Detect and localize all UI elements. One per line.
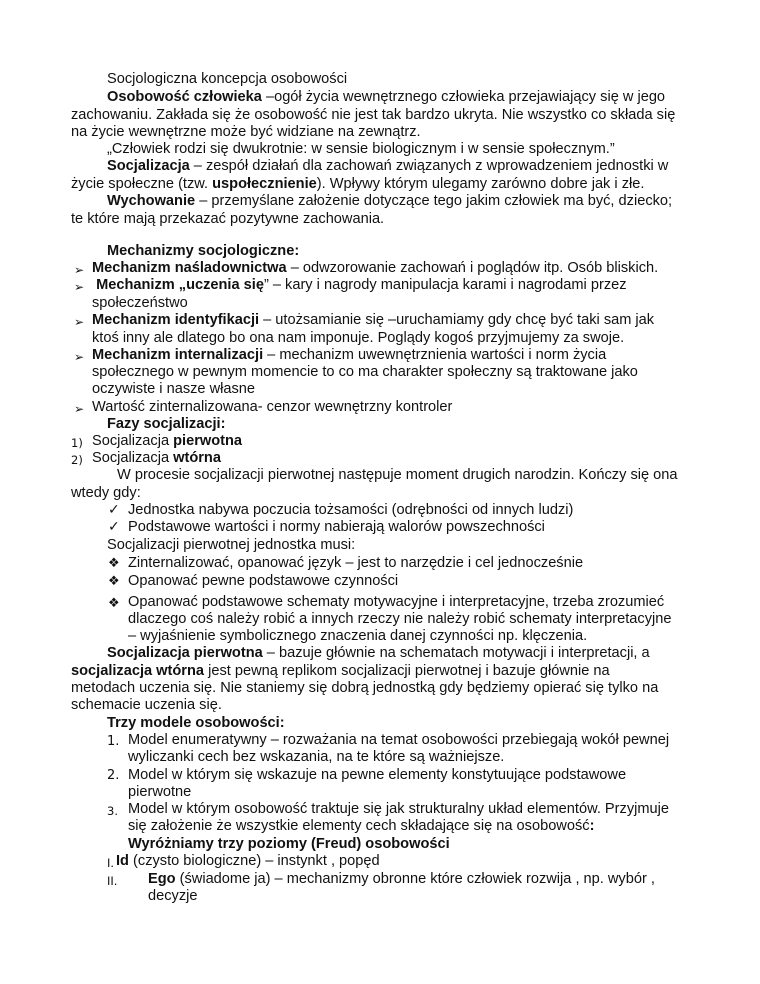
document-title: Socjologiczna koncepcja osobowości xyxy=(107,71,348,87)
check-item-1: Jednostka nabywa poczucia tożsamości (odrębności od innych ludzi) xyxy=(128,502,574,518)
paragraph-pierwotna: Socjalizacja pierwotna – bazuje głównie na schematach motywacji i interpretacji, a xyxy=(107,645,650,661)
list-item-mechanizm-3-cont: ktoś inny ale dlatego bo ona nam imponuje. Poglądy kogoś przyjmujemy za swoje. xyxy=(92,330,625,346)
diamond-item-3-cont: dlaczego coś należy robić a innych rzeczy nie należy robić schematy interpretacyjne xyxy=(128,611,672,627)
heading-mechanizmy: Mechanizmy socjologiczne: xyxy=(107,243,300,259)
paragraph-proces-line2: wtedy gdy: xyxy=(71,485,141,501)
list-number: 1) xyxy=(71,436,83,450)
list-item-model-1-cont: wyliczanki cech bez wskazania, na te które są ważniejsze. xyxy=(128,749,505,765)
list-item-mechanizm-4-cont: społecznego w pewnym momencie to co ma charakter społeczny są traktowane jako xyxy=(92,364,638,380)
list-item-faza-1: Socjalizacja pierwotna xyxy=(92,433,243,449)
list-number: II. xyxy=(107,874,118,888)
paragraph-osobowosc-line2: zachowaniu. Zakłada się że osobowość nie jest tak bardzo ukryta. Nie wszystko co składa się xyxy=(71,107,676,123)
diamond-item-1: Zinternalizować, opanować język – jest to narzędzie i cel jednocześnie xyxy=(128,555,584,571)
paragraph-pierwotna-line2: socjalizacja wtórna jest pewną replikom socjalizacji pierwotnej i bazuje głównie na xyxy=(71,663,610,679)
paragraph-musi: Socjalizacji pierwotnej jednostka musi: xyxy=(107,537,356,553)
diamond-item-3-cont2: – wyjaśnienie symbolicznego znaczenia danej czynności np. klęczenia. xyxy=(128,628,588,644)
list-item-model-1: Model enumeratywny – rozważania na temat osobowości przebiegają wokół pewnej xyxy=(128,732,670,748)
checkmark-icon: ✓ xyxy=(108,519,120,535)
arrow-bullet-icon: ➢ xyxy=(74,350,85,364)
paragraph-socjalizacja: Socjalizacja – zespół działań dla zachowań związanych z wprowadzeniem jednostki w xyxy=(107,158,669,174)
checkmark-icon: ✓ xyxy=(108,502,120,518)
list-item-mechanizm-4: Mechanizm internalizacji – mechanizm uwewnętrznienia wartości i norm życia xyxy=(92,347,607,363)
heading-fazy: Fazy socjalizacji: xyxy=(107,416,226,432)
paragraph-pierwotna-line4: schemacie uczenia się. xyxy=(71,697,222,713)
check-item-2: Podstawowe wartości i normy nabierają walorów powszechności xyxy=(128,519,545,535)
list-item-mechanizm-3: Mechanizm identyfikacji – utożsamianie się –uruchamiamy gdy chcę być taki sam jak xyxy=(92,312,655,328)
list-item-mechanizm-4-cont2: oczywiste i nasze własne xyxy=(92,381,256,397)
arrow-bullet-icon: ➢ xyxy=(74,280,85,294)
paragraph-osobowosc-line3: na życie wewnętrzne może być widziane na zewnątrz. xyxy=(71,124,421,140)
list-item-faza-2: Socjalizacja wtórna xyxy=(92,450,221,466)
diamond-item-2: Opanować pewne podstawowe czynności xyxy=(128,573,399,589)
arrow-bullet-icon: ➢ xyxy=(74,263,85,277)
paragraph-socjalizacja-line2: życie społeczne (tzw. uspołecznienie). Wpływy którym ulegamy zarówno dobre jak i złe. xyxy=(71,176,645,192)
list-item-mechanizm-2: Mechanizm „uczenia się” – kary i nagrody manipulacja karami i nagrodami przez xyxy=(96,277,627,293)
arrow-bullet-icon: ➢ xyxy=(74,315,85,329)
heading-modele: Trzy modele osobowości: xyxy=(107,715,285,731)
paragraph-wychowanie: Wychowanie – przemyślane założenie dotyczące tego jakim człowiek ma być, dziecko; xyxy=(107,193,673,209)
list-item-model-2-cont: pierwotne xyxy=(128,784,192,800)
list-item-model-3: Model w którym osobowość traktuje się jak strukturalny układ elementów. Przyjmuje xyxy=(128,801,669,817)
list-item-mechanizm-2-cont: społeczeństwo xyxy=(92,295,188,311)
paragraph-wychowanie-line2: te które mają przekazać pozytywne zachowania. xyxy=(71,211,385,227)
list-number: I. xyxy=(107,856,115,870)
diamond-item-3: Opanować podstawowe schematy motywacyjne i interpretacyjne, trzeba zrozumieć xyxy=(128,594,665,610)
diamond-bullet-icon: ❖ xyxy=(108,596,120,611)
list-item-ego-cont: decyzje xyxy=(148,888,198,904)
diamond-bullet-icon: ❖ xyxy=(108,556,120,571)
paragraph-osobowosc: Osobowość człowieka –ogół życia wewnętrznego człowieka przejawiający się w jego xyxy=(107,89,666,105)
diamond-bullet-icon: ❖ xyxy=(108,574,120,589)
list-number: 2) xyxy=(71,453,83,467)
list-item-mechanizm-5: Wartość zinternalizowana- cenzor wewnętrzny kontroler xyxy=(92,399,453,415)
heading-freud: Wyróżniamy trzy poziomy (Freud) osobowości xyxy=(128,836,450,852)
list-item-id: Id (czysto biologiczne) – instynkt , popęd xyxy=(116,853,380,869)
list-item-model-3-cont: się założenie że wszystkie elementy cech składające się na osobowość: xyxy=(128,818,595,834)
list-number: 3. xyxy=(107,804,118,818)
list-item-ego: Ego (świadome ja) – mechanizmy obronne które człowiek rozwija , np. wybór , xyxy=(148,871,655,887)
list-number: 1. xyxy=(107,734,120,749)
list-number: 2. xyxy=(107,768,120,783)
arrow-bullet-icon: ➢ xyxy=(74,402,85,416)
quote-line: „Człowiek rodzi się dwukrotnie: w sensie biologicznym i w sensie społecznym.” xyxy=(107,141,615,157)
list-item-mechanizm-1: Mechanizm naśladownictwa – odwzorowanie zachowań i poglądów itp. Osób bliskich. xyxy=(92,260,659,276)
list-item-model-2: Model w którym się wskazuje na pewne elementy konstytuujące podstawowe xyxy=(128,767,627,783)
paragraph-proces: W procesie socjalizacji pierwotnej następuje moment drugich narodzin. Kończy się ona xyxy=(117,467,678,483)
paragraph-pierwotna-line3: metodach uczenia się. Nie staniemy się dobrą jednostką gdy będziemy opierać się tylko na xyxy=(71,680,659,696)
